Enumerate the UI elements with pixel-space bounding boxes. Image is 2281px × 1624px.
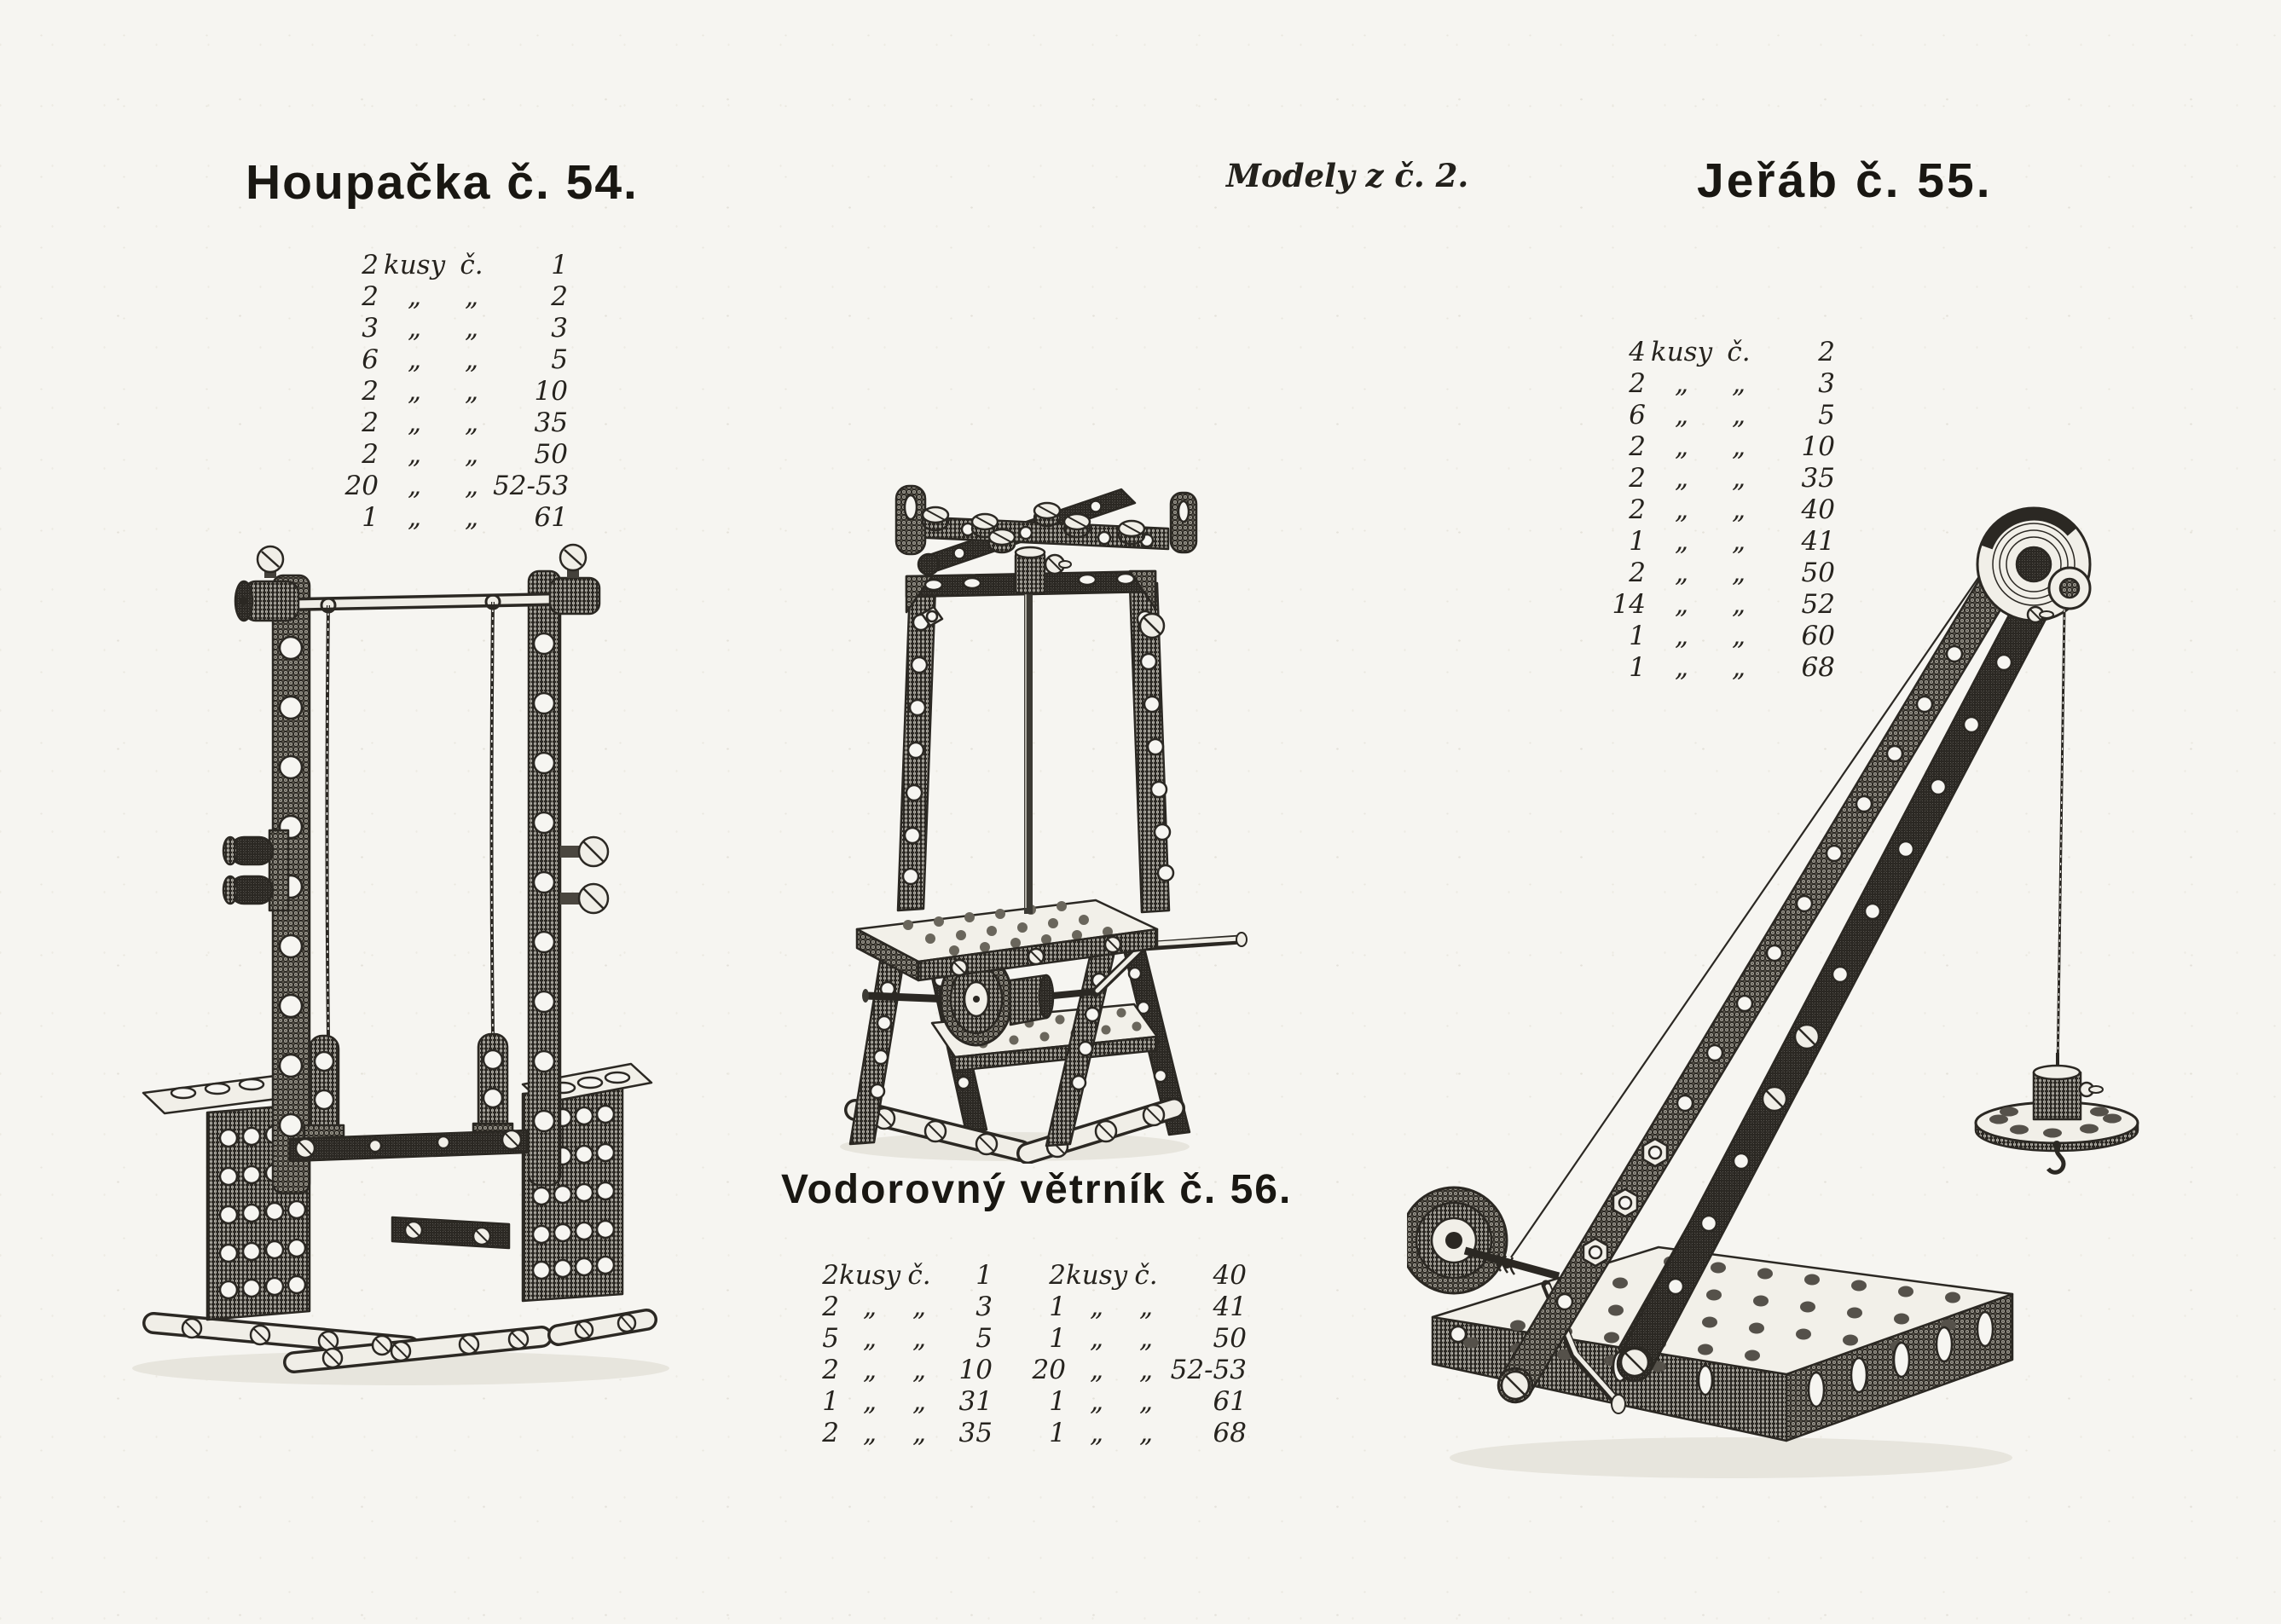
parts-qty: 20 <box>1032 1355 1066 1385</box>
parts-number: 5 <box>976 1323 993 1354</box>
parts-number: 31 <box>958 1386 993 1417</box>
parts-mark2: č. <box>1727 337 1751 367</box>
parts-row <box>334 439 568 471</box>
vetrnik-illustration <box>840 469 1386 1164</box>
parts-mark1: kusy <box>1650 337 1713 367</box>
parts-mark1: „ <box>407 344 422 375</box>
windmill-shaft <box>1016 547 1071 914</box>
parts-qty: 1 <box>1049 1323 1066 1354</box>
windmill-tower <box>898 571 1173 912</box>
parts-qty: 1 <box>1629 621 1646 651</box>
parts-qty: 2 <box>822 1355 839 1385</box>
parts-row <box>1601 400 1835 431</box>
parts-number: 3 <box>976 1292 993 1322</box>
parts-mark1: „ <box>407 439 422 470</box>
parts-row <box>1601 368 1835 400</box>
crane-pulley <box>1977 508 2090 622</box>
parts-number: 68 <box>1801 652 1835 683</box>
jerab-title: Jeřáb č. 55. <box>1697 153 1993 208</box>
parts-row <box>334 250 568 281</box>
parts-mark1: „ <box>1674 589 1689 620</box>
parts-mark1: „ <box>1674 463 1689 494</box>
parts-row <box>807 1355 993 1386</box>
parts-mark2: „ <box>912 1323 927 1354</box>
parts-qty: 1 <box>1049 1386 1066 1417</box>
parts-mark1: „ <box>1089 1418 1104 1448</box>
jerab-illustration <box>1407 465 2209 1539</box>
parts-number: 1 <box>976 1260 993 1291</box>
parts-number: 35 <box>958 1418 993 1448</box>
parts-mark1: „ <box>407 281 422 312</box>
parts-qty: 14 <box>1612 589 1646 620</box>
parts-number: 2 <box>551 281 568 312</box>
parts-number: 5 <box>551 344 568 375</box>
parts-number: 52-53 <box>1170 1355 1247 1385</box>
parts-mark2: „ <box>1731 526 1746 557</box>
parts-qty: 2 <box>362 376 379 407</box>
parts-mark2: „ <box>1138 1355 1154 1385</box>
parts-mark2: č. <box>1134 1260 1158 1291</box>
parts-row <box>807 1292 993 1323</box>
parts-number: 1 <box>551 250 568 280</box>
parts-number: 50 <box>1213 1323 1247 1354</box>
parts-mark1: „ <box>407 502 422 533</box>
swing-seat <box>290 1034 527 1161</box>
crane-winch-wheel <box>1407 1188 1559 1293</box>
parts-row <box>807 1260 993 1292</box>
parts-mark1: „ <box>1089 1292 1104 1322</box>
parts-row <box>807 1323 993 1355</box>
parts-qty: 2 <box>1629 558 1646 588</box>
parts-mark2: „ <box>1731 621 1746 651</box>
parts-row <box>1028 1292 1247 1323</box>
swing-ropes <box>321 595 500 1036</box>
crane-hoist-rope <box>2058 610 2064 1072</box>
parts-number: 41 <box>1213 1292 1247 1322</box>
parts-mark1: „ <box>407 407 422 438</box>
vetrnik-parts-list-right <box>1028 1260 1247 1449</box>
parts-mark2: „ <box>1138 1386 1154 1417</box>
parts-mark2: „ <box>464 313 479 344</box>
parts-number: 10 <box>958 1355 993 1385</box>
parts-qty: 1 <box>1049 1292 1066 1322</box>
parts-mark1: „ <box>1089 1355 1104 1385</box>
parts-mark1: „ <box>407 376 422 407</box>
parts-row <box>334 313 568 344</box>
parts-qty: 2 <box>1629 431 1646 462</box>
parts-row <box>807 1386 993 1418</box>
parts-number: 41 <box>1801 526 1835 557</box>
vetrnik-parts-list-left <box>807 1260 993 1449</box>
parts-row <box>334 502 568 534</box>
parts-mark1: „ <box>1674 558 1689 588</box>
parts-mark1: „ <box>1674 494 1689 525</box>
crane-shadow <box>1450 1437 2012 1478</box>
parts-row <box>1028 1418 1247 1449</box>
parts-number: 52-53 <box>493 471 570 501</box>
parts-mark2: „ <box>1731 558 1746 588</box>
crane-load <box>1976 1053 2138 1172</box>
parts-mark1: „ <box>862 1386 877 1417</box>
parts-number: 40 <box>1213 1260 1247 1291</box>
parts-number: 35 <box>534 407 568 438</box>
parts-mark2: „ <box>1138 1418 1154 1448</box>
crane-jib-nuts <box>1583 1139 1667 1266</box>
parts-row <box>334 471 568 502</box>
parts-qty: 20 <box>344 471 379 501</box>
parts-number: 52 <box>1801 589 1835 620</box>
parts-qty: 1 <box>1629 526 1646 557</box>
parts-qty: 5 <box>822 1323 839 1354</box>
parts-number: 60 <box>1801 621 1835 651</box>
vetrnik-title: Vodorovný větrník č. 56. <box>781 1167 1293 1212</box>
parts-number: 3 <box>1818 368 1835 399</box>
parts-row <box>1028 1260 1247 1292</box>
parts-row <box>334 407 568 439</box>
parts-qty: 1 <box>362 502 379 533</box>
parts-mark2: „ <box>1731 431 1746 462</box>
parts-qty: 1 <box>1049 1418 1066 1448</box>
parts-mark1: „ <box>862 1355 877 1385</box>
parts-mark1: „ <box>1089 1323 1104 1354</box>
page-caption: Modely z č. 2. <box>1226 157 1469 194</box>
parts-qty: 2 <box>1629 494 1646 525</box>
parts-row <box>1601 431 1835 463</box>
parts-mark2: „ <box>912 1418 927 1448</box>
houpacka-title: Houpačka č. 54. <box>246 155 639 210</box>
parts-mark2: č. <box>460 250 483 280</box>
parts-number: 5 <box>1818 400 1835 431</box>
parts-mark2: „ <box>464 344 479 375</box>
parts-mark2: „ <box>1731 494 1746 525</box>
parts-mark1: „ <box>1674 400 1689 431</box>
parts-mark2: „ <box>464 471 479 501</box>
parts-qty: 2 <box>1629 463 1646 494</box>
parts-qty: 2 <box>822 1260 839 1291</box>
parts-row <box>334 376 568 407</box>
parts-qty: 2 <box>362 281 379 312</box>
parts-row <box>334 344 568 376</box>
parts-mark2: „ <box>1138 1323 1154 1354</box>
parts-mark2: „ <box>464 281 479 312</box>
parts-qty: 2 <box>1049 1260 1066 1291</box>
parts-mark1: „ <box>1674 431 1689 462</box>
parts-mark2: „ <box>464 439 479 470</box>
parts-number: 61 <box>1213 1386 1247 1417</box>
parts-mark2: „ <box>1731 463 1746 494</box>
parts-qty: 3 <box>362 313 379 344</box>
parts-number: 3 <box>551 313 568 344</box>
parts-qty: 1 <box>822 1386 839 1417</box>
parts-mark2: „ <box>912 1386 927 1417</box>
parts-mark2: „ <box>1731 589 1746 620</box>
parts-row <box>1028 1355 1247 1386</box>
parts-mark1: „ <box>1674 368 1689 399</box>
parts-mark1: „ <box>862 1323 877 1354</box>
parts-number: 61 <box>534 502 568 533</box>
parts-row <box>1028 1386 1247 1418</box>
parts-qty: 2 <box>822 1418 839 1448</box>
parts-mark1: kusy <box>1066 1260 1128 1291</box>
parts-mark1: „ <box>407 313 422 344</box>
parts-qty: 2 <box>362 439 379 470</box>
parts-qty: 4 <box>1629 337 1646 367</box>
parts-mark2: „ <box>912 1292 927 1322</box>
parts-qty: 6 <box>1629 400 1646 431</box>
parts-mark2: „ <box>1731 400 1746 431</box>
parts-mark1: „ <box>1674 621 1689 651</box>
parts-row <box>1028 1323 1247 1355</box>
parts-mark1: „ <box>862 1418 877 1448</box>
parts-row <box>807 1418 993 1449</box>
parts-mark2: „ <box>464 502 479 533</box>
parts-mark2: „ <box>464 376 479 407</box>
parts-number: 10 <box>534 376 568 407</box>
parts-mark2: „ <box>1138 1292 1154 1322</box>
parts-mark2: „ <box>912 1355 927 1385</box>
parts-qty: 2 <box>822 1292 839 1322</box>
parts-qty: 2 <box>362 250 379 280</box>
parts-mark1: „ <box>407 471 422 501</box>
windmill-mid-platform <box>857 900 1157 980</box>
parts-number: 2 <box>1818 337 1835 367</box>
parts-mark1: „ <box>1674 526 1689 557</box>
parts-qty: 6 <box>362 344 379 375</box>
parts-mark2: č. <box>907 1260 931 1291</box>
parts-qty: 2 <box>1629 368 1646 399</box>
parts-qty: 1 <box>1629 652 1646 683</box>
parts-mark1: „ <box>1089 1386 1104 1417</box>
parts-mark1: kusy <box>383 250 446 280</box>
parts-row <box>1601 337 1835 368</box>
parts-mark1: „ <box>862 1292 877 1322</box>
parts-mark2: „ <box>1731 368 1746 399</box>
parts-number: 50 <box>1801 558 1835 588</box>
houpacka-parts-list <box>334 250 568 534</box>
parts-mark2: „ <box>464 407 479 438</box>
parts-row <box>334 281 568 313</box>
parts-number: 40 <box>1801 494 1835 525</box>
parts-mark1: kusy <box>839 1260 901 1291</box>
houpacka-illustration <box>119 537 699 1398</box>
parts-number: 10 <box>1801 431 1835 462</box>
parts-number: 35 <box>1801 463 1835 494</box>
parts-number: 50 <box>534 439 568 470</box>
parts-qty: 2 <box>362 407 379 438</box>
parts-number: 68 <box>1213 1418 1247 1448</box>
parts-mark2: „ <box>1731 652 1746 683</box>
parts-mark1: „ <box>1674 652 1689 683</box>
